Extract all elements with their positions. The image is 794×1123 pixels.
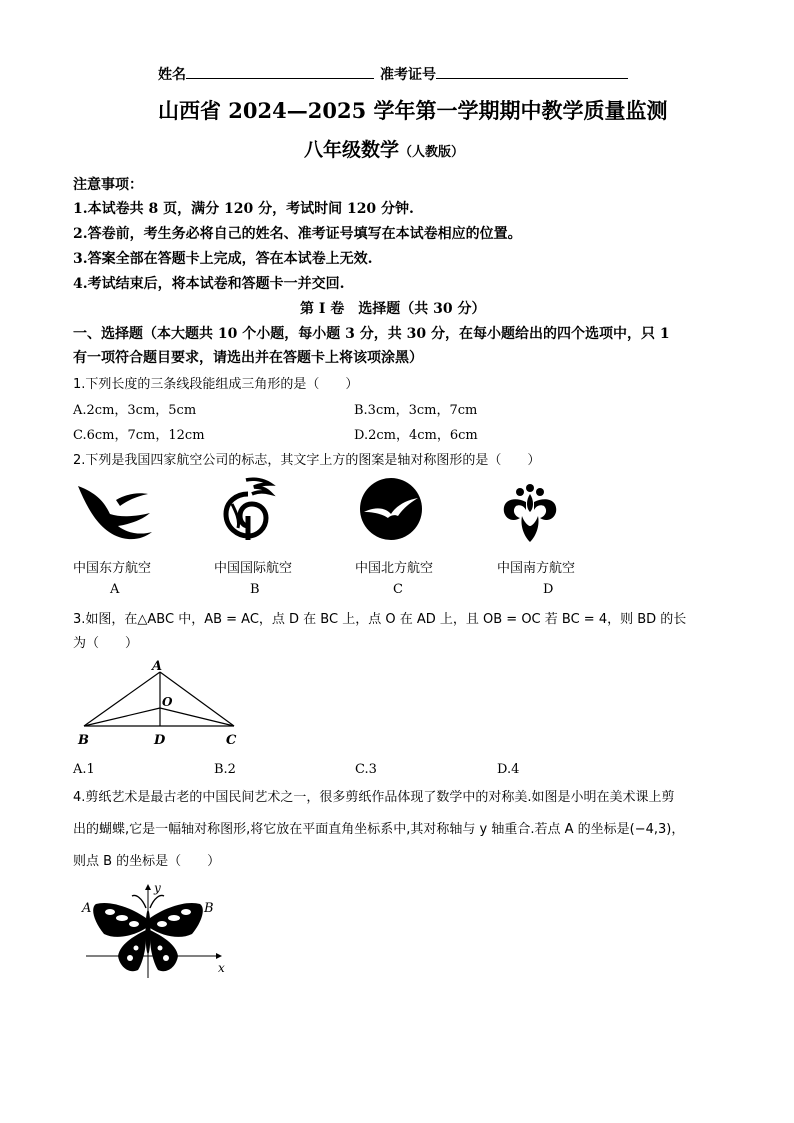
q3-option-c[interactable]: C.3 [355,762,377,777]
name-underline[interactable] [186,64,374,79]
q4-axis-x: x [218,961,225,975]
q4-label-a: A [82,901,92,916]
q3-stem-line2: 为（ ） [73,636,139,651]
notes-heading: 注意事项： [73,177,143,193]
air-china-logo[interactable] [218,476,276,542]
section-title: 第 I 卷 选择题（共 30 分） [300,301,486,317]
q4-label-b: B [204,901,214,916]
china-northern-logo[interactable] [358,476,424,542]
note-item-2: 2.答卷前，考生务必将自己的姓名、准考证号填写在本试卷相应的位置。 [73,226,522,242]
logo-a-caption: 中国东方航空 [73,561,152,576]
q3-option-d[interactable]: D.4 [497,762,520,777]
logo-c-caption: 中国北方航空 [355,561,434,576]
id-underline[interactable] [436,64,628,79]
q3-label-a: A [152,659,163,674]
q1-stem: 1.下列长度的三条线段能组成三角形的是（ ） [73,377,359,392]
logo-a-letter[interactable]: A [110,582,120,597]
q4-stem-line3: 则点 B 的坐标是（ ） [73,854,221,869]
logo-b-letter[interactable]: B [250,582,260,597]
subtitle-main: 八年级数学 [304,139,400,161]
q1-option-c[interactable]: C.6cm，7cm，12cm [73,428,205,443]
q3-label-d: D [154,733,166,748]
q4-stem-line1: 4.剪纸艺术是最古老的中国民间艺术之一，很多剪纸作品体现了数学中的对称美.如图是小明在美术课上剪 [73,790,675,805]
china-eastern-logo[interactable] [76,480,156,544]
page-subtitle [304,135,464,162]
subtitle-edition: （人教版） [399,145,465,160]
q4-stem-line2: 出的蝴蝶,它是一幅轴对称图形,将它放在平面直角坐标系中,其对称轴与 y 轴重合.若点 A 的坐标是(−4,3)， [73,822,685,837]
logo-d-caption: 中国南方航空 [497,561,576,576]
q3-option-a[interactable]: A.1 [73,762,95,777]
page-title: 山西省 2024—2025 学年第一学期期中教学质量监测 [158,98,668,123]
note-item-1: 1.本试卷共 8 页，满分 120 分，考试时间 120 分钟. [73,201,414,217]
q3-label-o: O [162,695,173,709]
q1-option-d[interactable]: D.2cm，4cm，6cm [354,428,478,443]
china-southern-logo[interactable] [500,482,560,544]
q3-label-c: C [226,733,237,748]
section-instructions-1: 一、选择题（本大题共 10 个小题，每小题 3 分，共 30 分，在每小题给出的四个选项中，只 1 [73,326,670,342]
q1-option-a[interactable]: A.2cm，3cm，5cm [73,403,197,418]
q3-stem-line1: 3.如图，在△ABC 中，AB = AC，点 D 在 BC 上，点 O 在 AD 上，且 OB = OC 若 BC = 4，则 BD 的长 [73,612,687,627]
q2-stem: 2.下列是我国四家航空公司的标志，其文字上方的图案是轴对称图形的是（ ） [73,453,541,468]
note-item-3: 3.答案全部在答题卡上完成，答在本试卷上无效. [73,251,373,267]
logo-d-letter[interactable]: D [543,582,554,597]
q3-label-b: B [78,733,89,748]
name-label: 姓名 [158,67,186,83]
section-instructions-2: 有一项符合题目要求，请选出并在答题卡上将该项涂黑） [73,350,423,366]
q3-option-b[interactable]: B.2 [214,762,236,777]
id-field[interactable] [380,64,628,84]
name-field[interactable] [158,64,374,84]
q4-butterfly-figure [80,878,230,982]
q4-axis-y: y [154,881,161,895]
logo-c-letter[interactable]: C [393,582,403,597]
id-label: 准考证号 [380,67,436,83]
q1-option-b[interactable]: B.3cm，3cm，7cm [354,403,478,418]
q3-triangle-figure [76,658,242,752]
note-item-4: 4.考试结束后，将本试卷和答题卡一并交回. [73,276,345,292]
logo-b-caption: 中国国际航空 [214,561,293,576]
